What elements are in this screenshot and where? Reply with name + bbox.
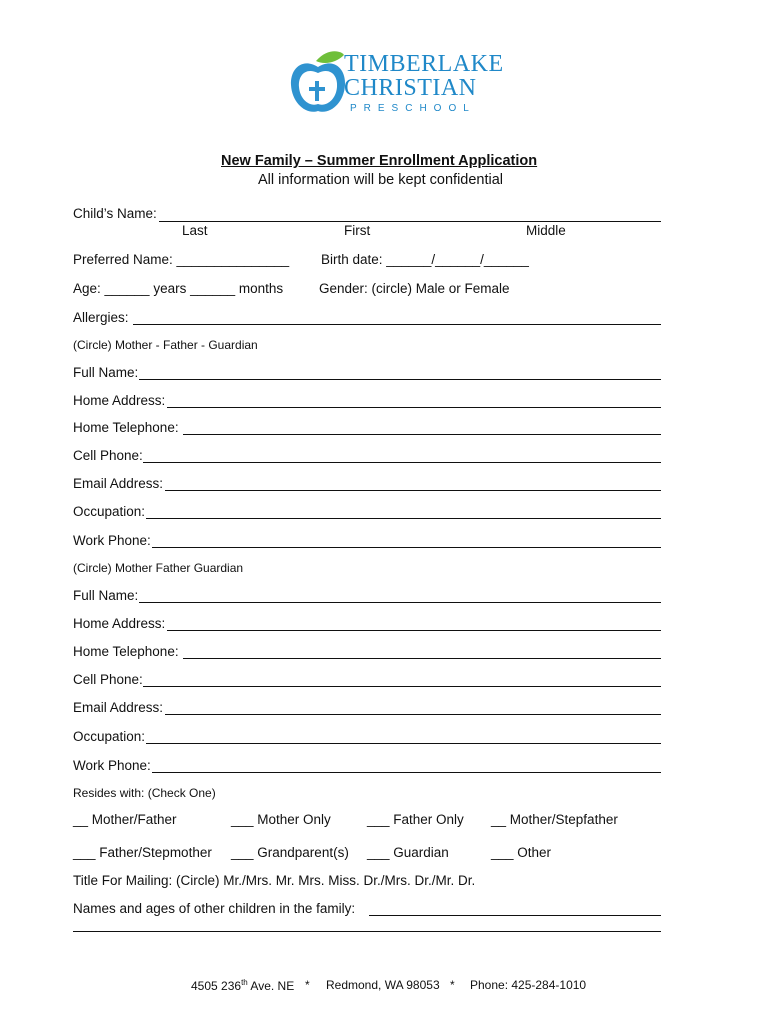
other-children-label: Names and ages of other children in the family: (73, 901, 356, 916)
birth-date-field[interactable]: Birth date: ______/______/______ (321, 252, 529, 267)
parent2-home-address-line[interactable] (167, 630, 661, 631)
parent1-occupation-line[interactable] (146, 518, 661, 519)
footer-address-number: 4505 236 (191, 979, 242, 993)
parent2-circle-label: (Circle) Mother Father Guardian (73, 561, 244, 575)
parent1-full-name-line[interactable] (139, 379, 661, 380)
parent1-cell-line[interactable] (143, 462, 661, 463)
resides-father-only[interactable]: ___ Father Only (367, 812, 464, 827)
footer-phone: Phone: 425-284-1010 (470, 978, 587, 992)
logo-line-3: PRESCHOOL (350, 103, 476, 114)
apple-cross-icon (288, 45, 348, 117)
parent1-work-phone-line[interactable] (152, 547, 661, 548)
parent1-home-address-line[interactable] (167, 407, 661, 408)
resides-father-stepmother[interactable]: ___ Father/Stepmother (73, 845, 212, 860)
allergies-label: Allergies: (73, 310, 129, 325)
school-logo (288, 45, 504, 120)
gender-field[interactable]: Gender: (circle) Male or Female (319, 281, 510, 296)
parent1-email-label: Email Address: (73, 476, 164, 491)
parent2-cell-line[interactable] (143, 686, 661, 687)
footer-address (191, 978, 294, 993)
parent1-home-phone-label: Home Telephone: (73, 420, 179, 435)
other-children-line-1[interactable] (369, 915, 661, 916)
allergies-line[interactable] (133, 324, 661, 325)
footer-separator-2: * (450, 978, 455, 992)
preferred-name-field[interactable]: Preferred Name: _______________ (73, 252, 290, 267)
resides-grandparents[interactable]: ___ Grandparent(s) (231, 845, 349, 860)
other-children-line-2[interactable] (73, 931, 661, 932)
resides-mother-stepfather[interactable]: __ Mother/Stepfather (491, 812, 618, 827)
parent1-full-name-label: Full Name: (73, 365, 139, 380)
resides-guardian[interactable]: ___ Guardian (367, 845, 449, 860)
parent2-cell-label: Cell Phone: (73, 672, 143, 687)
logo-line-2: CHRISTIAN (344, 75, 477, 101)
footer-separator-1: * (305, 978, 310, 992)
resides-other[interactable]: ___ Other (491, 845, 552, 860)
parent2-home-phone-line[interactable] (183, 658, 661, 659)
parent2-occupation-label: Occupation: (73, 729, 146, 744)
childs-name-line[interactable] (159, 221, 661, 222)
last-label: Last (182, 223, 208, 238)
parent2-full-name-label: Full Name: (73, 588, 139, 603)
parent1-home-address-label: Home Address: (73, 393, 166, 408)
title-for-mailing[interactable]: Title For Mailing: (Circle) Mr./Mrs. Mr. Mrs. Miss. Dr./Mrs. Dr./Mr. Dr. (73, 873, 476, 888)
form-title: New Family – Summer Enrollment Application (221, 153, 538, 169)
parent1-circle-label: (Circle) Mother - Father - Guardian (73, 338, 258, 352)
logo-line-1: TIMBERLAKE (344, 51, 504, 77)
parent2-occupation-line[interactable] (146, 743, 661, 744)
middle-label: Middle (526, 223, 566, 238)
parent2-email-line[interactable] (165, 714, 661, 715)
first-label: First (344, 223, 371, 238)
parent2-home-address-label: Home Address: (73, 616, 166, 631)
parent1-email-line[interactable] (165, 490, 661, 491)
parent1-home-phone-line[interactable] (183, 434, 661, 435)
parent1-cell-label: Cell Phone: (73, 448, 143, 463)
age-field[interactable]: Age: ______ years ______ months (73, 281, 284, 296)
resides-mother-only[interactable]: ___ Mother Only (231, 812, 331, 827)
childs-name-label: Child’s Name: (73, 206, 157, 221)
parent2-work-phone-line[interactable] (152, 772, 661, 773)
footer-address-sup: th (241, 978, 248, 987)
footer-address-street: Ave. NE (247, 979, 295, 993)
parent2-home-phone-label: Home Telephone: (73, 644, 179, 659)
parent1-work-phone-label: Work Phone: (73, 533, 151, 548)
footer-city: Redmond, WA 98053 (326, 978, 440, 992)
parent1-occupation-label: Occupation: (73, 504, 146, 519)
parent2-work-phone-label: Work Phone: (73, 758, 151, 773)
form-subtitle: All information will be kept confidential (258, 172, 504, 188)
resides-with-label: Resides with: (Check One) (73, 786, 216, 800)
parent2-full-name-line[interactable] (139, 602, 661, 603)
resides-mother-father[interactable]: __ Mother/Father (73, 812, 177, 827)
parent2-email-label: Email Address: (73, 700, 164, 715)
